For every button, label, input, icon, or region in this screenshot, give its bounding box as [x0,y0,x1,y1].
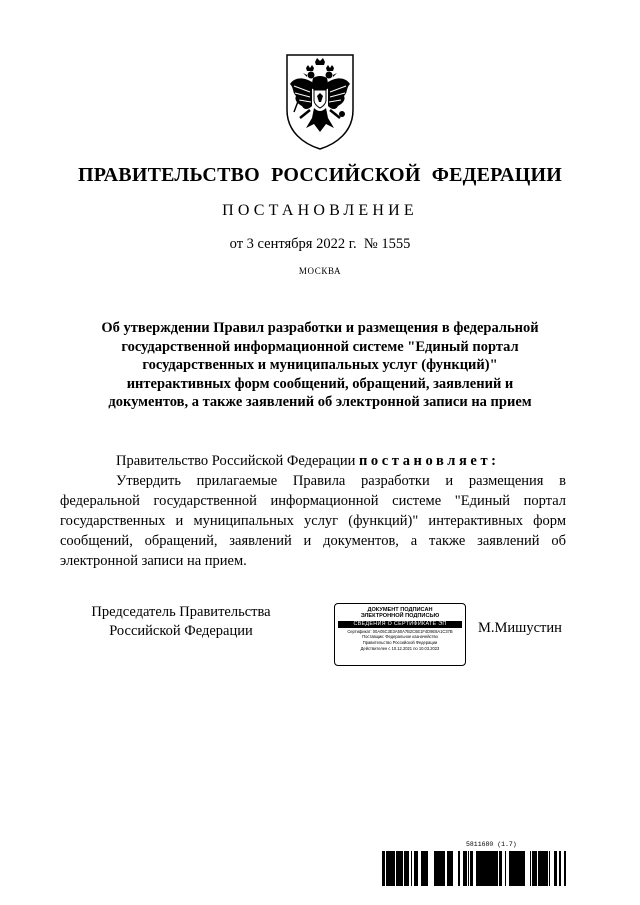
stamp-line1: ДОКУМЕНТ ПОДПИСАН [367,607,433,613]
stamp-certificate-bar: СВЕДЕНИЯ О СЕРТИФИКАТЕ ЭП [338,621,462,628]
intro-prefix: Правительство Российской Федерации [116,453,359,469]
document-body [60,451,566,571]
barcode-number: 5811680 (1.7) [466,841,517,848]
signer-name: М.Мишустин [478,620,562,636]
stamp-owner: Правительство Российской Федерации [362,640,438,645]
stamp-line2: ЭЛЕКТРОННОЙ ПОДПИСЬЮ [360,613,440,620]
signatory-position-line1: Председатель Правительства [91,604,271,620]
stamp-serial: Сертификат: 00A05C3E3A50A7B2C6E1F4D9E8A1C37B [347,628,453,634]
electronic-signature-stamp [334,603,466,666]
intro-resolves: постановляет: [358,453,500,469]
signatory-position-line2: Российской Федерации [109,622,253,639]
document-date-number: от 3 сентября 2022 г. № 1555 [229,236,411,252]
intro-line [60,451,566,471]
stamp-issuer: Поставщик: Федеральное казначейство [362,634,438,640]
document-heading: Об утверждении Правил разработки и размещения в федеральной государственной информационной системе "Единый портал государственных и муниципальных услуг (функций)" интерактивных форм сообщений, обращений, заявлений и документов, а также заявлений об электронной записи на прием [101,320,539,410]
government-title: ПРАВИТЕЛЬСТВО РОССИЙСКОЙ ФЕДЕРАЦИИ [78,164,562,186]
signatory-position [76,603,286,640]
coat-of-arms-icon [284,52,356,152]
barcode-icon [382,851,566,886]
body-paragraph: Утвердить прилагаемые Правила разработки и размещения в федеральной государственной информационной системе "Единый портал государственных и муниципальных услуг (функций)" интерактивных форм сообщений, обращений, заявлений и документов, а также заявлений об электронной записи на прием. [60,473,566,569]
document-city: МОСКВА [298,266,342,276]
stamp-validity: Действителен с 10.12.2021 по 10.03.2023 [360,645,440,651]
document-type: ПОСТАНОВЛЕНИЕ [222,202,418,219]
